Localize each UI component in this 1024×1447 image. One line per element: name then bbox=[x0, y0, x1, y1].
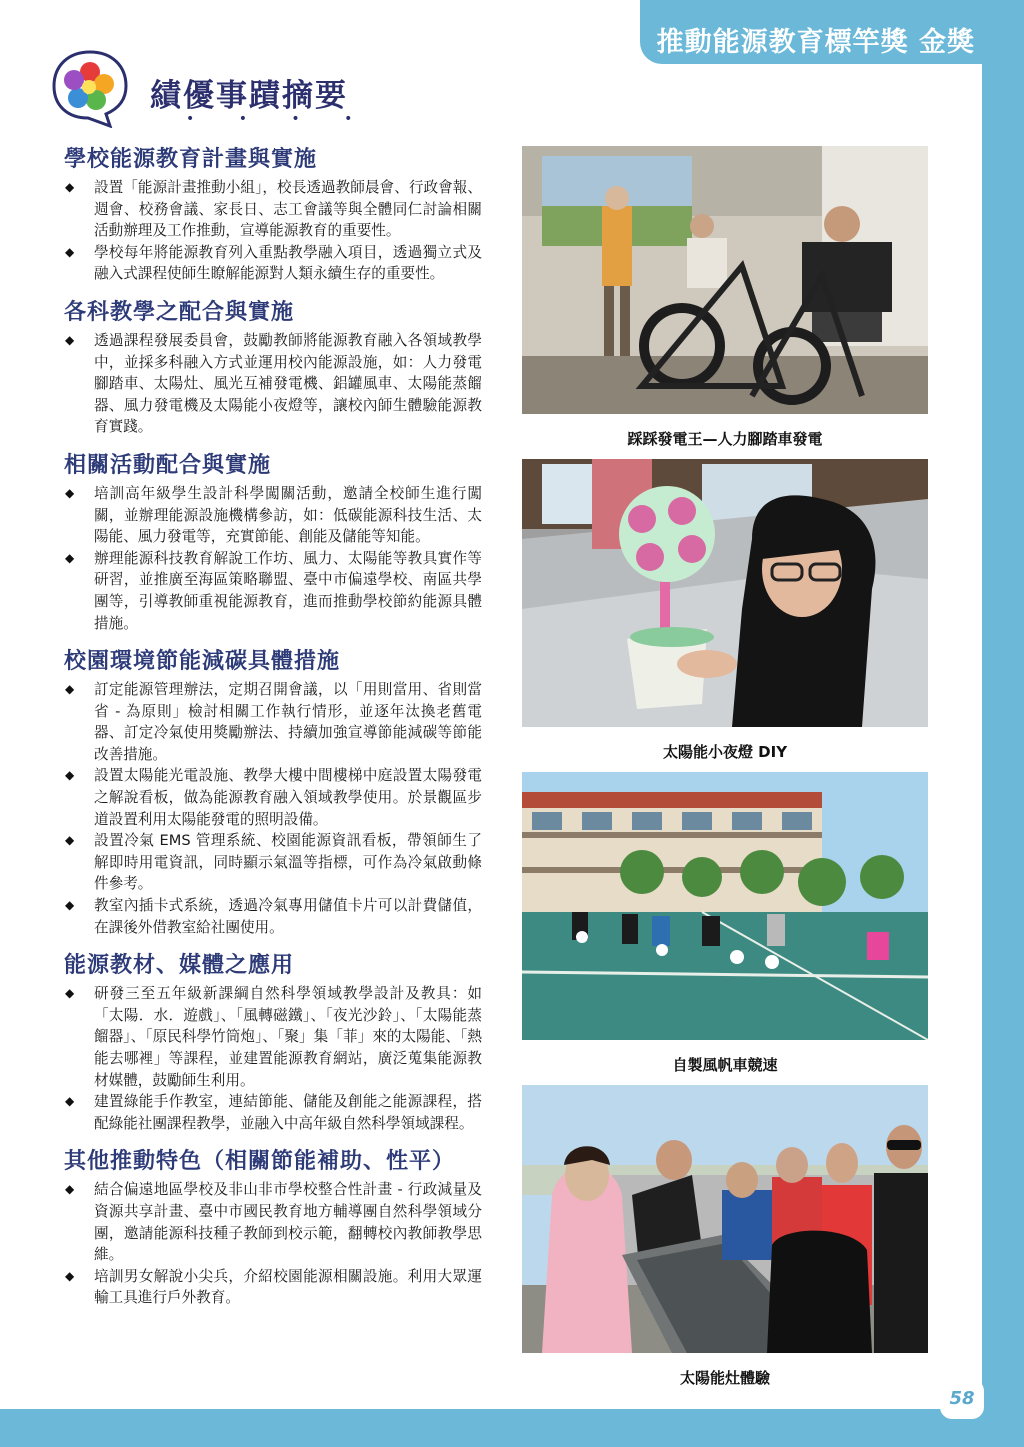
section-heading: 能源教材、媒體之應用 bbox=[64, 953, 295, 979]
page-title: 績優事蹟摘要 bbox=[150, 78, 348, 114]
diamond-bullet-icon: ◆ bbox=[65, 244, 75, 259]
diamond-bullet-icon: ◆ bbox=[65, 1268, 75, 1283]
diamond-bullet-icon: ◆ bbox=[65, 682, 75, 697]
award-title: 推動能源教育標竿獎 金獎 bbox=[656, 27, 975, 58]
section-materials bbox=[64, 948, 482, 1134]
diamond-bullet-icon: ◆ bbox=[65, 986, 75, 1001]
section-heading: 各科教學之配合與實施 bbox=[64, 299, 295, 325]
diamond-bullet-icon: ◆ bbox=[65, 180, 75, 194]
section-teaching bbox=[64, 295, 482, 438]
bullet-item: ◆ 設置太陽能光電設施、教學大樓中間樓梯中庭設置太陽發電之解說看板，做為能源教育融入領域教學使用。於景觀區步道設置利用太陽能發電的照明設備。 bbox=[65, 767, 482, 828]
bullet-item: ◆ 培訓男女解說小尖兵，介紹校園能源相關設施。利用大眾運輸工具進行戶外教育。 bbox=[65, 1267, 482, 1307]
bullet-item: ◆ 設置「能源計畫推動小組」，校長透過教師晨會、行政會報、週會、校務會議、家長日、志工會議等與全體同仁討論相關活動辦理及工作推動，宣導能源教育的重要性。 bbox=[65, 179, 482, 240]
bullet-item: ◆ 結合偏遠地區學校及非山非市學校整合性計畫 - 行政減量及資源共享計畫、臺中市國民教育地方輔導團自然科學領域分團，邀請能源科技種子教師到校示範，翻轉校內教師教學思維。 bbox=[65, 1181, 482, 1264]
page-number: 58 bbox=[940, 1379, 984, 1419]
diamond-bullet-icon: ◆ bbox=[65, 898, 75, 913]
page-frame-right bbox=[982, 0, 1024, 1447]
section-other bbox=[64, 1144, 482, 1309]
section-heading: 學校能源教育計畫與實施 bbox=[64, 147, 318, 172]
diamond-bullet-icon: ◆ bbox=[65, 550, 75, 565]
photo-caption: 太陽能灶體驗 bbox=[679, 1369, 770, 1387]
diamond-bullet-icon: ◆ bbox=[65, 768, 75, 783]
photo-caption: 踩踩發電王—人力腳踏車發電 bbox=[627, 430, 823, 448]
bullet-item: ◆ 設置冷氣 EMS 管理系統、校園能源資訊看板，帶領師生了解即時用電資訊，同時顯示氣溫等指標，可作為冷氣啟動條件參考。 bbox=[65, 832, 482, 893]
bullet-item: ◆ 訂定能源管理辦法，定期召開會議，以「用則當用、省則當省 - 為原則」檢討相關工作執行情形，並逐年汰換老舊電器、訂定冷氣使用獎勵辦法、持續加強宣導節能減碳等節能改善措施。 bbox=[65, 681, 482, 763]
section-campus bbox=[64, 644, 482, 938]
diamond-bullet-icon: ◆ bbox=[65, 485, 75, 500]
title-dots: • • • • bbox=[186, 111, 373, 127]
photo-bike-generator bbox=[522, 146, 928, 414]
flower-logo-icon bbox=[50, 48, 130, 128]
photo-caption: 自製風帆車競速 bbox=[672, 1056, 778, 1074]
bullet-item: ◆ 教室內插卡式系統，透過冷氣專用儲值卡片可以計費儲值，在課後外借教室給社團使用。 bbox=[65, 897, 482, 936]
bullet-item: ◆ 培訓高年級學生設計科學闖關活動，邀請全校師生進行闖關，並辦理能源設施機構參訪，如：低碳能源科技生活、太陽能、風力發電等，充實節能、創能及儲能等知能。 bbox=[65, 484, 482, 546]
diamond-bullet-icon: ◆ bbox=[65, 332, 75, 347]
bullet-item: ◆ 學校每年將能源教育列入重點教學融入項目，透過獨立式及融入式課程使師生瞭解能源對人類永續生存的重要性。 bbox=[65, 243, 482, 283]
bullet-item: ◆ 建置綠能手作教室，連結節能、儲能及創能之能源課程，搭配綠能社團課程教學，並融入中高年級自然科學領域課程。 bbox=[65, 1093, 482, 1132]
section-heading: 校園環境節能減碳具體措施 bbox=[64, 649, 341, 675]
section-plan bbox=[64, 142, 482, 285]
photo-solar-night-light bbox=[522, 459, 928, 727]
section-heading: 相關活動配合與實施 bbox=[64, 452, 272, 478]
diamond-bullet-icon: ◆ bbox=[65, 1094, 75, 1109]
photo-sail-car-race bbox=[522, 772, 928, 1040]
section-heading: 其他推動特色（相關節能補助、性平） bbox=[64, 1149, 456, 1175]
bullet-item: ◆ 透過課程發展委員會，鼓勵教師將能源教育融入各領域教學中，並採多科融入方式並運用校內能源設施，如：人力發電腳踏車、太陽灶、風光互補發電機、鋁罐風車、太陽能蒸餾器、風力發電機及太陽能小夜燈等，讓校內師生體驗能源教育實踐。 bbox=[65, 331, 482, 436]
bullet-item: ◆ 研發三至五年級新課綱自然科學領域教學設計及教具：如「太陽．水．遊戲」、「風轉磁鐵」、「夜光沙鈴」、「太陽能蒸餾器」、「原民科學竹筒炮」、「聚」集「菲」來的太陽能、「熱能去哪裡」等課程，並建置能源教育網站，廣泛蒐集能源教材媒體，鼓勵師生利用。 bbox=[65, 985, 482, 1089]
page-frame-bottom bbox=[0, 1409, 1024, 1447]
diamond-bullet-icon: ◆ bbox=[65, 1182, 75, 1197]
photo-caption: 太陽能小夜燈 DIY bbox=[662, 743, 788, 761]
bullet-item: ◆ 辦理能源科技教育解說工作坊、風力、太陽能等教具實作等研習，並推廣至海區策略聯盟、臺中市偏遠學校、南區共學團等，引導教師重視能源教育，進而推動學校節約能源具體措施。 bbox=[65, 549, 482, 632]
photo-solar-cooker bbox=[522, 1085, 928, 1353]
summary-column bbox=[64, 142, 482, 1319]
section-activities bbox=[64, 448, 482, 634]
diamond-bullet-icon: ◆ bbox=[65, 833, 75, 848]
